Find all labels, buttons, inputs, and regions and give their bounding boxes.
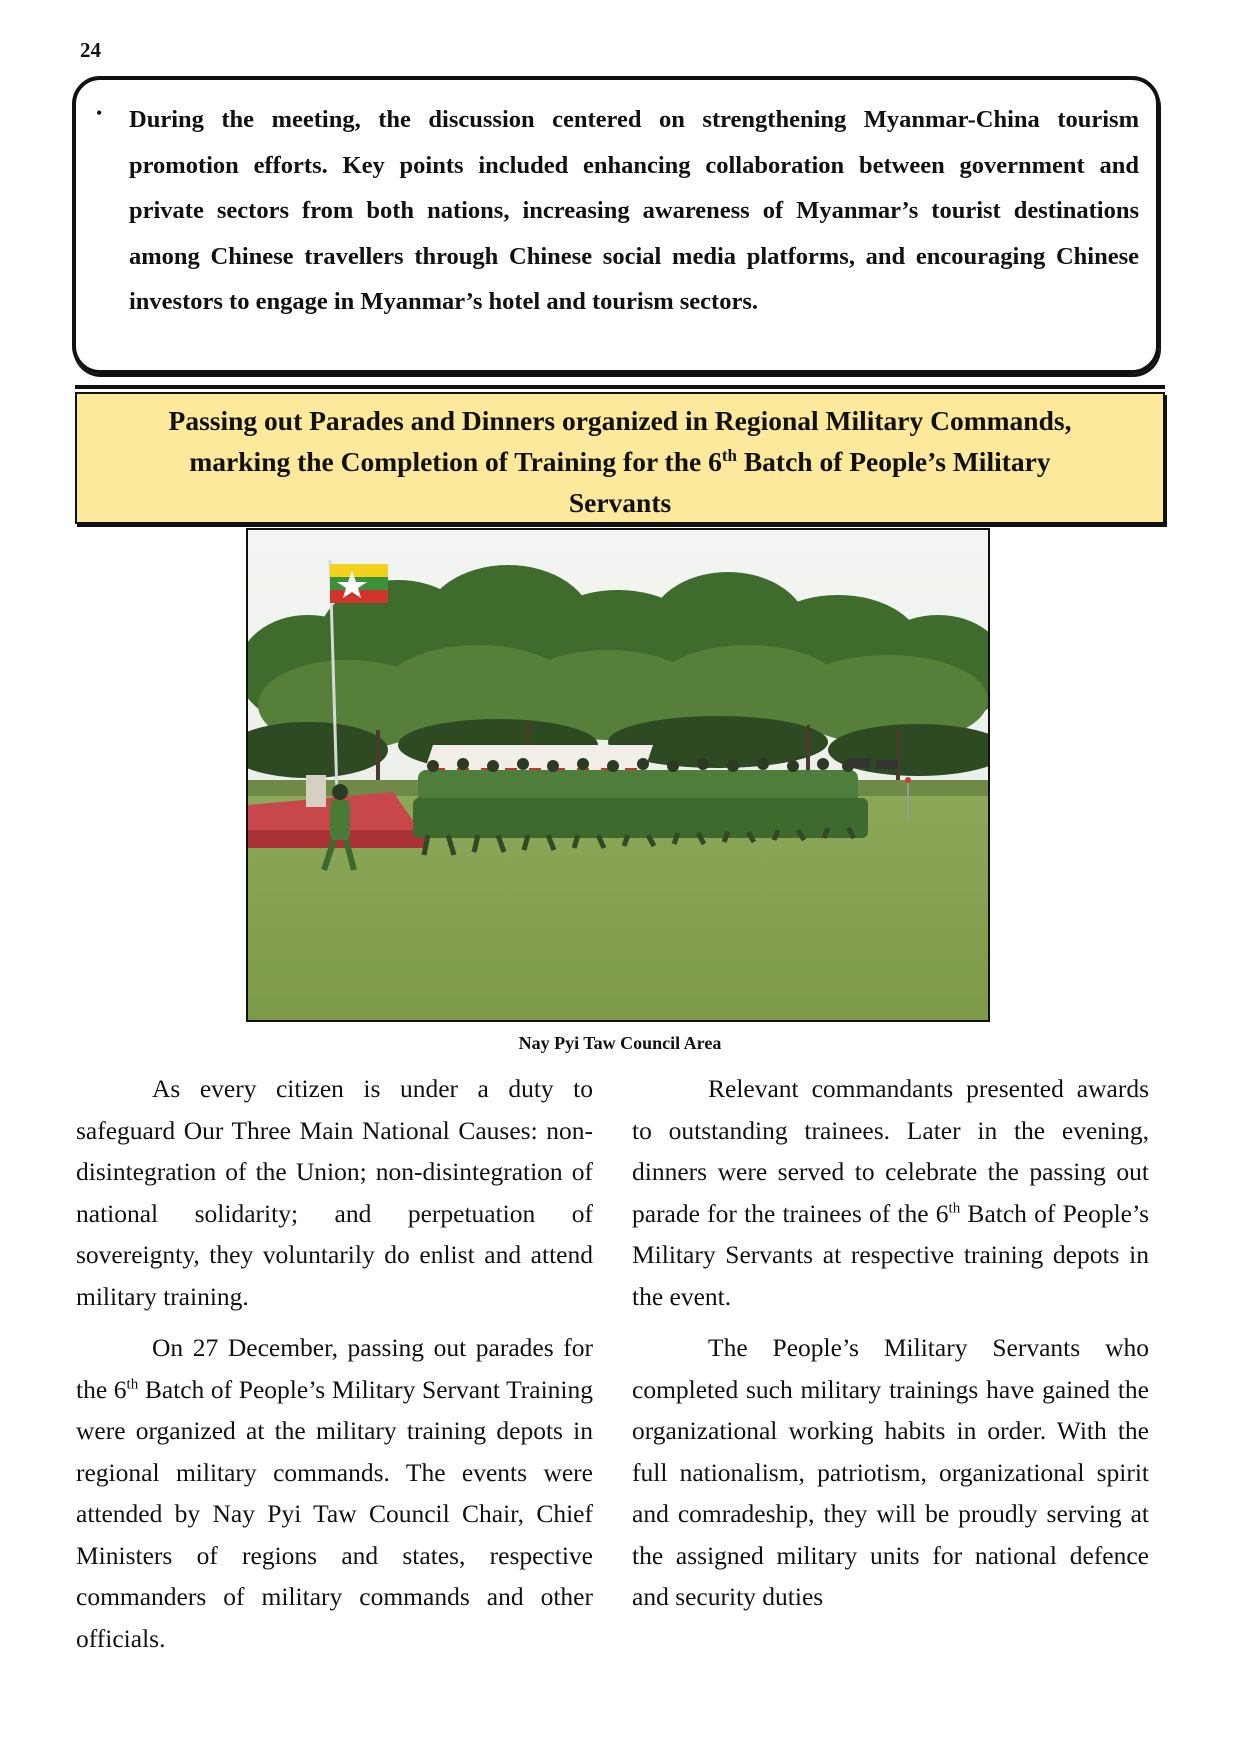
heading-line-3: Servants <box>568 487 672 518</box>
intro-text: During the meeting, the discussion centered on strengthening Myanmar-China tourism promotion efforts. Key points included enhancing collaboration between government and private sectors from both nations, increasing awareness of Myanmar’s tourist destinations among Chinese travellers through Chinese social media platforms, and encouraging Chinese investors to engage in Myanmar’s hotel and tourism sectors. <box>129 106 1139 315</box>
page-number: 24 <box>80 38 101 62</box>
right-paragraph-2: The People’s Military Servants who completed such military trainings have gained the organizational working habits in order. With the full nationalism, patriotism, organizational spirit and comradeship, they will be proudly serving at the assigned military units for national defence and security duties <box>632 1333 1149 1611</box>
photo-caption: Nay Pyi Taw Council Area <box>518 1033 722 1053</box>
section-heading <box>75 392 1165 524</box>
article-column-left <box>76 1068 593 1669</box>
right-paragraph-1: Relevant commandants presented awards to outstanding trainees. Later in the evening, dinners were served to celebrate the passing out parade for the trainees of the 6th Batch of People’s Military Servants at respective training depots in the event. <box>632 1074 1149 1311</box>
heading-line-1: Passing out Parades and Dinners organized in Regional Military Commands, <box>168 405 1072 436</box>
parade-photo <box>246 528 990 1022</box>
left-paragraph-2: On 27 December, passing out parades for the 6th Batch of People’s Military Servant Training were organized at the military training depots in regional military commands. The events were attended by Nay Pyi Taw Council Chair, Chief Ministers of regions and states, respective commanders of military commands and other officials. <box>76 1333 593 1653</box>
intro-bullet-box <box>72 76 1160 374</box>
article-column-right <box>632 1068 1149 1628</box>
heading-line-2: marking the Completion of Training for the 6th Batch of People’s Military <box>189 445 1051 477</box>
bullet-icon: • <box>96 103 103 123</box>
heading-rule <box>75 385 1165 389</box>
parade-photo-illustration <box>248 530 988 1020</box>
left-paragraph-1: As every citizen is under a duty to safeguard Our Three Main National Causes: non-disintegration of the Union; non-disintegration of national solidarity; and perpetuation of sovereignty, they voluntarily do enlist and attend military training. <box>76 1074 593 1311</box>
